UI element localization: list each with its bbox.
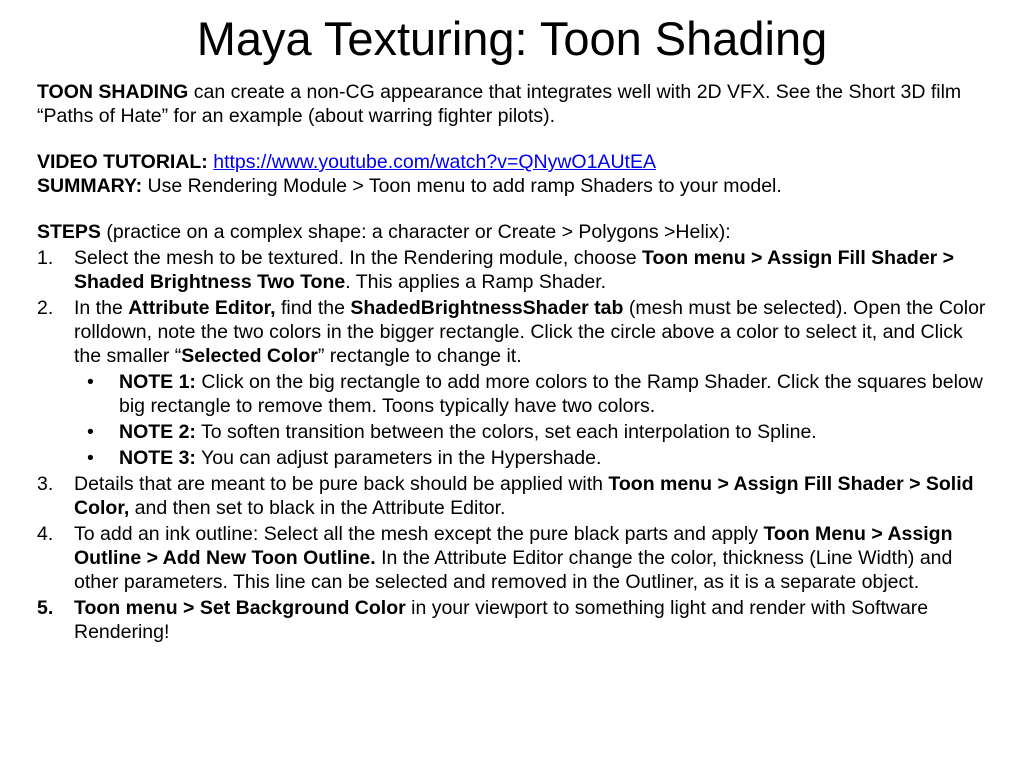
note-item	[74, 370, 987, 418]
note-label: NOTE 1:	[119, 371, 196, 393]
intro-text: can create a non-CG appearance that integrates well with 2D VFX. See the Short 3D film “Paths of Hate” for an example (about warring fighter pilots).	[37, 81, 962, 127]
step-bold: Attribute Editor,	[128, 297, 276, 319]
step-bold: ShadedBrightnessShader tab	[350, 297, 624, 319]
video-tutorial-link[interactable]: https://www.youtube.com/watch?v=QNywO1AUtEA	[213, 151, 656, 173]
bullet-icon: •	[87, 447, 94, 469]
summary-label: SUMMARY:	[37, 175, 143, 197]
step-text: . This applies a Ramp Shader.	[345, 271, 607, 293]
video-label: VIDEO TUTORIAL:	[37, 151, 208, 173]
video-line	[37, 150, 987, 174]
note-text: You can adjust parameters in the Hypershade.	[195, 447, 602, 469]
steps-header-text: (practice on a complex shape: a character or Create > Polygons >Helix):	[100, 221, 731, 243]
step-number: 3.	[37, 473, 54, 495]
step-text: and then set to black in the Attribute Editor.	[129, 497, 506, 519]
step-number: 4.	[37, 523, 54, 545]
step-number: 2.	[37, 297, 54, 319]
step-menu-path: Toon menu > Assign Fill Shader > Solid Color,	[74, 473, 974, 519]
step-menu-path: Toon menu > Set Background Color	[74, 597, 406, 619]
slide-title: Maya Texturing: Toon Shading	[196, 12, 828, 65]
bullet-icon: •	[87, 421, 94, 443]
step-item	[37, 472, 987, 520]
summary-line	[37, 174, 987, 198]
note-label: NOTE 2:	[119, 421, 196, 443]
spacer	[37, 198, 987, 220]
step-text: In the	[74, 297, 129, 319]
note-text: To soften transition between the colors, set each interpolation to Spline.	[195, 421, 817, 443]
step-text: ” rectangle to change it.	[317, 345, 522, 367]
bullet-icon: •	[87, 371, 94, 393]
note-item	[74, 420, 987, 444]
note-text: Click on the big rectangle to add more colors to the Ramp Shader. Click the squares below big rectangle to remove them. Toons typically have two colors.	[119, 371, 983, 417]
step-menu-path: Toon menu > Assign Fill Shader > Shaded Brightness Two Tone	[74, 247, 955, 293]
steps-header	[37, 220, 987, 244]
notes-list	[74, 370, 987, 470]
step-text: find the	[275, 297, 351, 319]
summary-text: Use Rendering Module > Toon menu to add ramp Shaders to your model.	[142, 175, 782, 197]
slide-body	[37, 80, 987, 644]
step-text: in your viewport to something light and render with Software Rendering!	[74, 597, 929, 643]
step-item	[37, 596, 987, 644]
spacer	[37, 128, 987, 150]
intro-paragraph	[37, 80, 987, 128]
step-item	[37, 246, 987, 294]
step-text: To add an ink outline: Select all the mesh except the pure black parts and apply	[74, 523, 764, 545]
step-item	[37, 296, 987, 470]
note-item	[74, 446, 987, 470]
step-bold: Selected Color	[181, 345, 318, 367]
steps-label: STEPS	[37, 221, 101, 243]
step-number: 1.	[37, 247, 54, 269]
step-text: (mesh must be selected). Open the Color rolldown, note the two colors in the bigger rectangle. Click the circle above a color to select it, and Click the smaller “	[74, 297, 986, 367]
step-number: 5.	[37, 597, 54, 619]
intro-label: TOON SHADING	[37, 81, 189, 103]
step-item	[37, 522, 987, 594]
step-text: Details that are meant to be pure back should be applied with	[74, 473, 609, 495]
step-menu-path: Toon Menu > Assign Outline > Add New Toon Outline.	[74, 523, 953, 569]
step-text: Select the mesh to be textured. In the Rendering module, choose	[74, 247, 643, 269]
step-text: In the Attribute Editor change the color, thickness (Line Width) and other parameters. This line can be selected and removed in the Outliner, as it is a separate object.	[74, 547, 953, 593]
steps-list	[37, 246, 987, 644]
note-label: NOTE 3:	[119, 447, 196, 469]
